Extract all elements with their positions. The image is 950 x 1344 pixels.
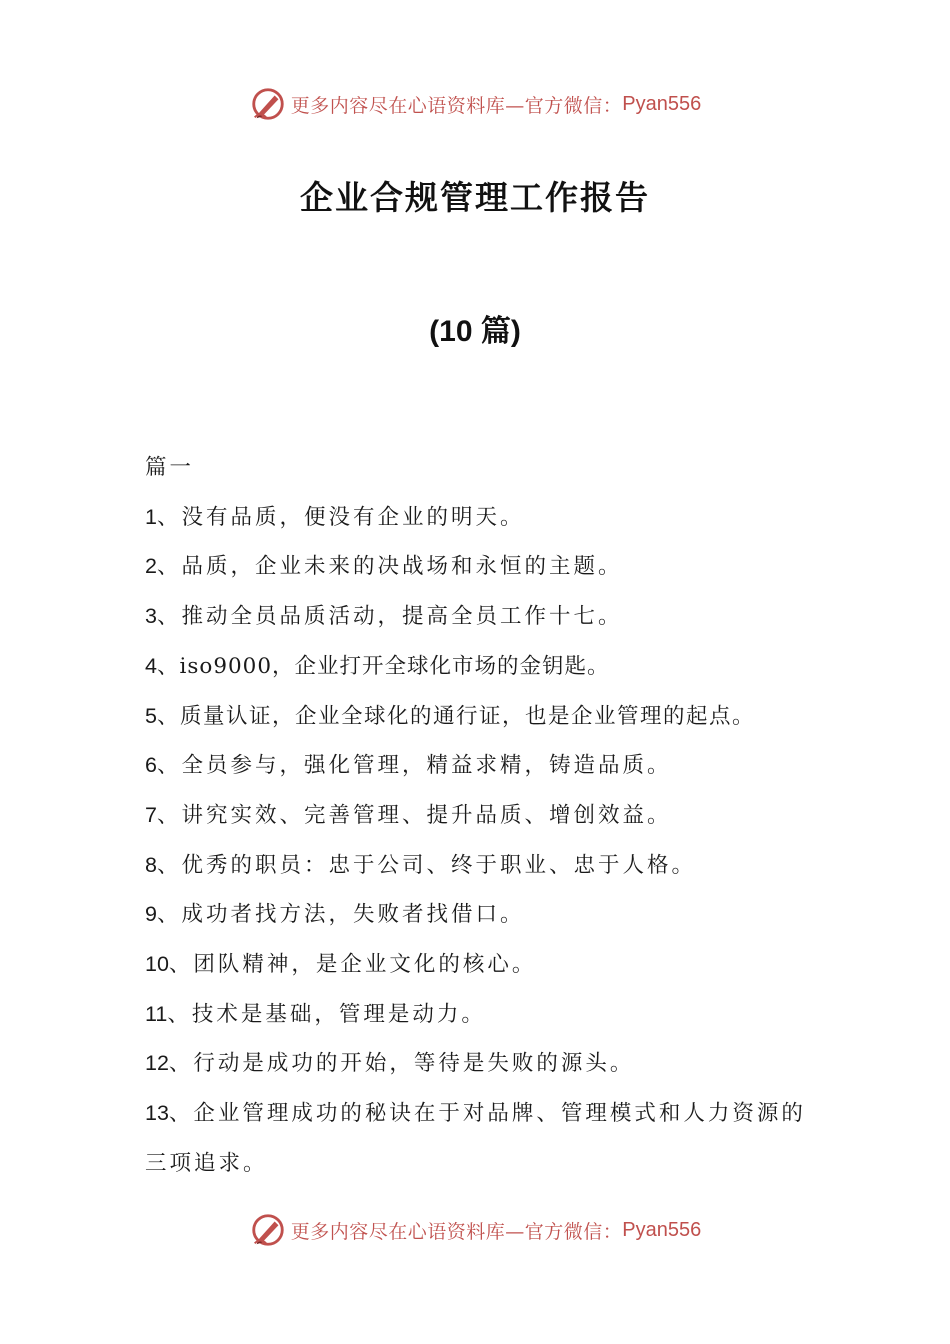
list-item: 13、企业管理成功的秘诀在于对品牌、管理模式和人力资源的三项追求。: [145, 1101, 806, 1176]
list-item: 2、品质，企业未来的决战场和永恒的主题。: [145, 554, 623, 580]
list-item: 8、优秀的职员：忠于公司、终于职业、忠于人格。: [145, 852, 696, 878]
watermark-wechat-id: Pyan556: [622, 92, 702, 115]
document-subtitle: (10 篇): [429, 315, 521, 348]
list-item: 9、成功者找方法，失败者找借口。: [145, 902, 525, 928]
document-body: [145, 443, 815, 1189]
list-item: 4、iso9000，企业打开全球化市场的金钥匙。: [145, 653, 610, 679]
section-heading: 篇一: [145, 455, 195, 480]
list-item: 6、全员参与，强化管理，精益求精，铸造品质。: [145, 753, 672, 779]
document-title: 企业合规管理工作报告: [300, 178, 650, 217]
watermark-text: 更多内容尽在心语资料库—官方微信：: [290, 1220, 623, 1243]
header-watermark-banner: [0, 82, 950, 126]
list-item: 10、团队精神，是企业文化的核心。: [145, 952, 537, 978]
watermark-text: 更多内容尽在心语资料库—官方微信：: [290, 94, 623, 117]
list-item: 1、没有品质，便没有企业的明天。: [145, 504, 525, 530]
pen-logo-icon: [249, 85, 287, 123]
list-item: 11、技术是基础，管理是动力。: [145, 1001, 486, 1027]
list-item: 7、讲究实效、完善管理、提升品质、增创效益。: [145, 802, 672, 828]
pen-logo-icon: [249, 1211, 287, 1249]
list-item: 3、推动全员品质活动，提高全员工作十七。: [145, 604, 623, 630]
list-item: 12、行动是成功的开始，等待是失败的源头。: [145, 1051, 635, 1077]
list-item: 5、质量认证，企业全球化的通行证，也是企业管理的起点。: [145, 703, 755, 729]
footer-watermark-banner: [0, 1208, 950, 1252]
watermark-wechat-id: Pyan556: [622, 1218, 702, 1241]
